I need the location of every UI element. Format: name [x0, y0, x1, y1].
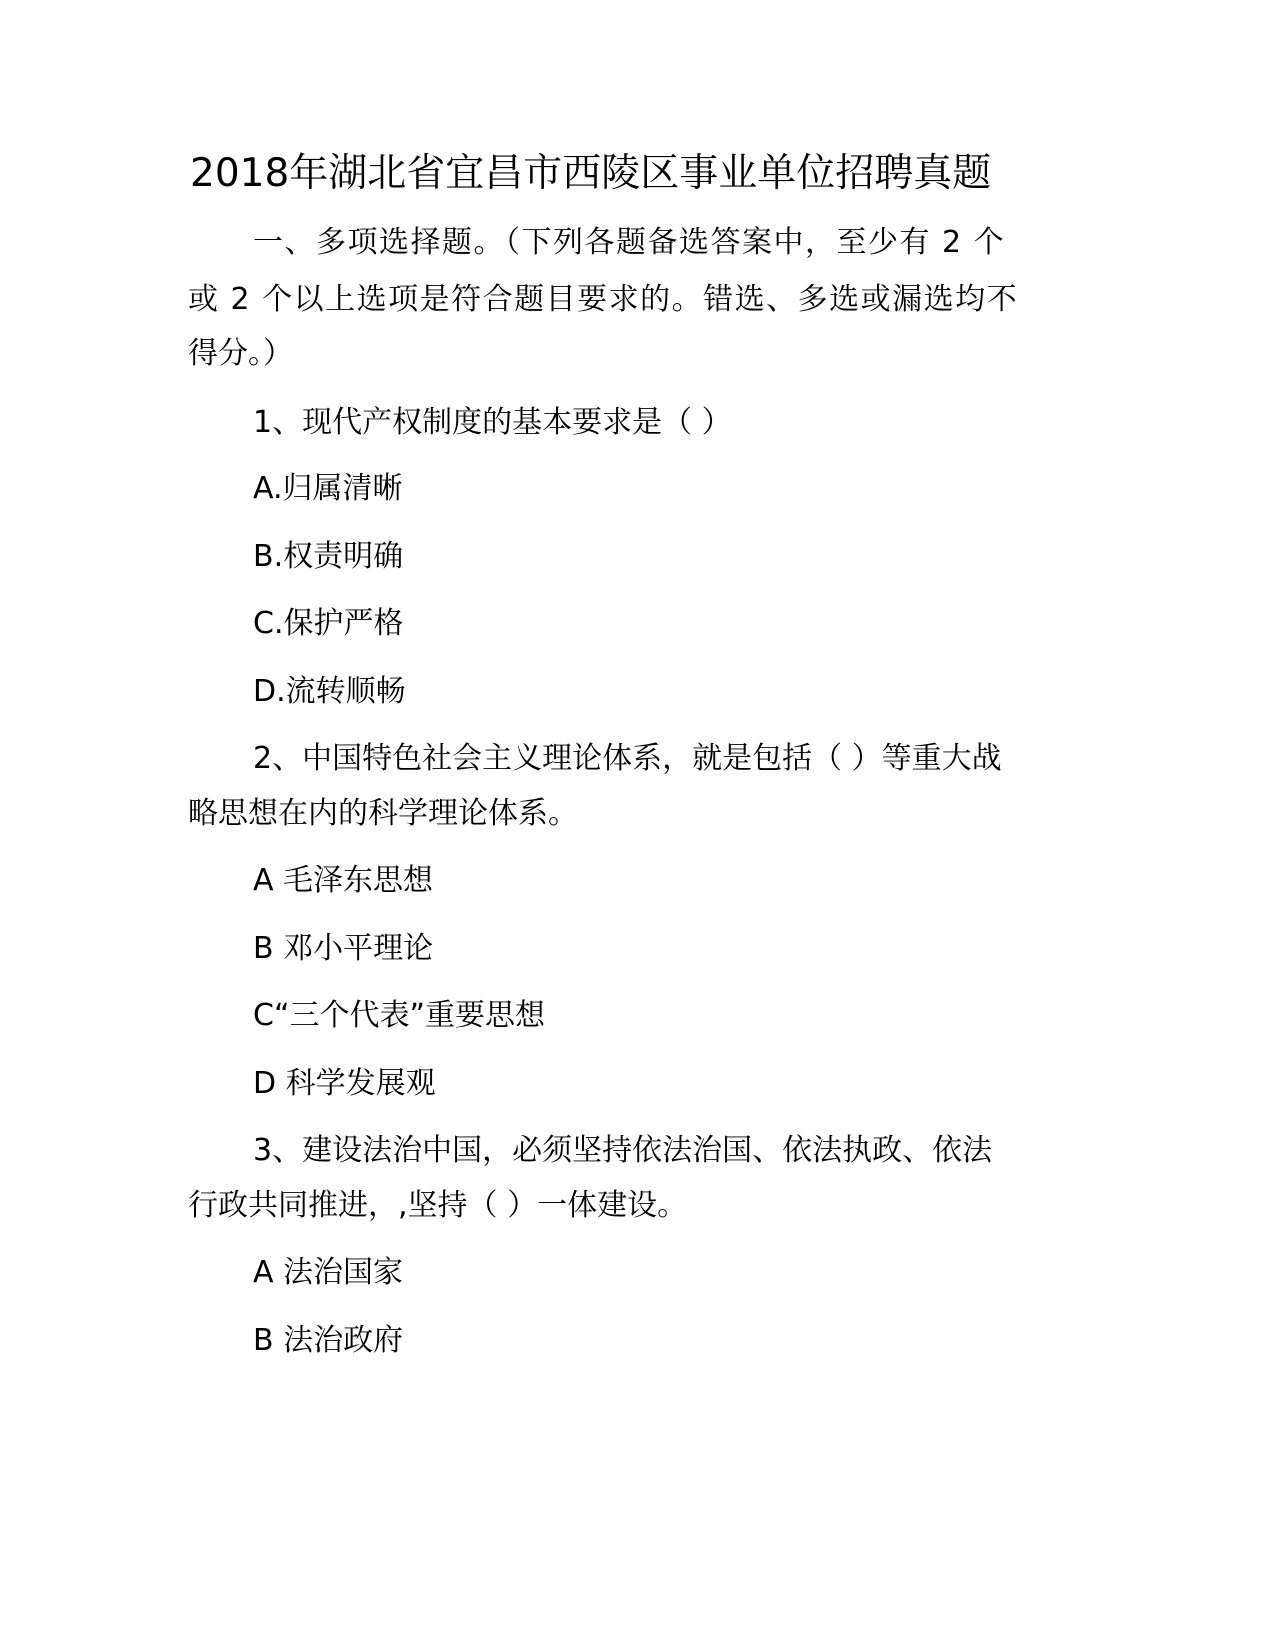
question-3-stem-line-1: 3、建设法治中国，必须坚持依法治国、依法执政、依法: [253, 1133, 993, 1168]
question-3-option-a: A 法治国家: [253, 1255, 404, 1290]
question-1-stem: 1、现代产权制度的基本要求是（ ）: [253, 405, 732, 440]
question-1-option-c: C.保护严格: [253, 606, 404, 641]
instruction-line-2: 或 2 个以上选项是符合题目要求的。错选、多选或漏选均不: [188, 282, 1019, 317]
question-2-option-c: C“三个代表”重要思想: [253, 998, 546, 1033]
question-1-option-d: D.流转顺畅: [253, 674, 406, 709]
question-3-stem-line-2: 行政共同推进，,坚持（ ）一体建设。: [188, 1188, 688, 1223]
question-2-option-b: B 邓小平理论: [253, 931, 434, 966]
question-2-stem-line-2: 略思想在内的科学理论体系。: [188, 796, 578, 831]
question-2-option-a: A 毛泽东思想: [253, 863, 434, 898]
question-2-option-d: D 科学发展观: [253, 1066, 436, 1101]
instruction-line-3: 得分。）: [188, 336, 293, 371]
document-title: 2018年湖北省宜昌市西陵区事业单位招聘真题: [190, 151, 992, 196]
question-1-option-b: B.权责明确: [253, 539, 404, 574]
instruction-line-1: 一、多项选择题。（下列各题备选答案中，至少有 2 个: [253, 225, 1006, 260]
question-1-option-a: A.归属清晰: [253, 471, 403, 506]
question-3-option-b: B 法治政府: [253, 1323, 404, 1358]
question-2-stem-line-1: 2、中国特色社会主义理论体系，就是包括（ ）等重大战: [253, 741, 1002, 776]
